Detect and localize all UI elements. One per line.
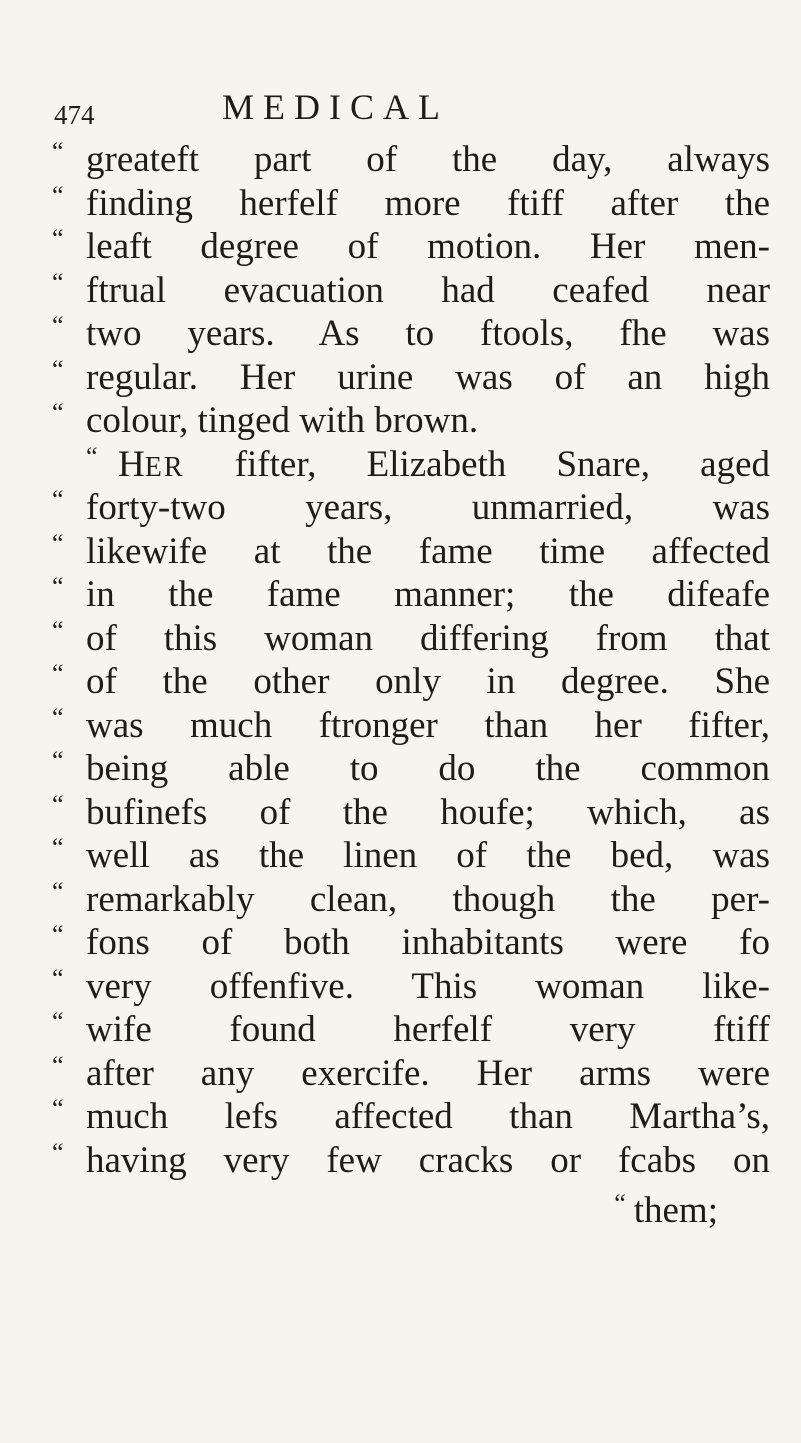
text-line bbox=[52, 269, 770, 313]
line-text: remarkably clean, though the per- bbox=[86, 878, 770, 920]
quote-mark: “ bbox=[52, 485, 64, 514]
text-line bbox=[52, 921, 770, 965]
quote-mark: “ bbox=[52, 659, 64, 688]
catchword-text: them; bbox=[633, 1190, 718, 1231]
line-text: wife found herfelf very ftiff bbox=[86, 1009, 770, 1050]
line-text-rest: fifter, Elizabeth Snare, aged bbox=[234, 443, 771, 485]
text-line bbox=[52, 878, 770, 922]
line-text: bufinefs of the houfe; which, as bbox=[86, 791, 770, 833]
quote-mark: “ bbox=[52, 224, 64, 253]
quote-mark: “ bbox=[52, 180, 64, 210]
quote-mark: “ bbox=[52, 311, 64, 340]
line-text: finding herfelf more ftiff after the bbox=[86, 182, 770, 224]
catchword bbox=[614, 1182, 718, 1231]
text-line-paragraph-end bbox=[52, 399, 770, 443]
quote-mark: “ bbox=[52, 1050, 64, 1080]
text-line bbox=[52, 486, 770, 530]
line-text: in the fame manner; the difeafe bbox=[86, 574, 770, 615]
line-text: colour, tinged with brown. bbox=[86, 400, 479, 441]
text-line bbox=[52, 312, 770, 356]
text-line bbox=[52, 747, 770, 791]
quote-mark: “ bbox=[52, 876, 64, 906]
text-line bbox=[52, 1008, 770, 1052]
body-text bbox=[52, 137, 771, 1231]
quote-mark: “ bbox=[52, 354, 64, 384]
line-text: was much ftronger than her fifter, bbox=[86, 704, 770, 746]
line-text: after any exercife. Her arms were bbox=[86, 1052, 770, 1094]
quote-mark: “ bbox=[52, 528, 64, 558]
text-line bbox=[52, 660, 770, 704]
text-line-paragraph-start bbox=[52, 443, 770, 487]
quote-mark: “ bbox=[52, 137, 64, 166]
line-text: of the other only in degree. She bbox=[86, 661, 770, 702]
text-line bbox=[52, 530, 770, 574]
line-text: much lefs affected than Martha’s, bbox=[86, 1096, 770, 1137]
line-text: being able to do the common bbox=[86, 748, 770, 789]
quote-mark: “ bbox=[52, 789, 64, 819]
text-line bbox=[52, 617, 770, 661]
quote-mark: “ bbox=[52, 746, 64, 775]
line-text: ftrual evacuation had ceafed near bbox=[86, 269, 770, 311]
small-caps-lead: ER bbox=[144, 451, 185, 483]
text-line bbox=[52, 965, 770, 1009]
text-line bbox=[52, 1139, 770, 1183]
line-text bbox=[118, 443, 770, 490]
line-text: likewife at the fame time affected bbox=[86, 530, 770, 572]
quote-mark: “ bbox=[614, 1189, 626, 1218]
drop-letter: H bbox=[118, 443, 145, 485]
text-line bbox=[52, 704, 770, 748]
text-line bbox=[52, 225, 770, 269]
quote-mark: “ bbox=[52, 1007, 64, 1036]
catchword-line bbox=[52, 1182, 770, 1231]
text-line bbox=[52, 791, 770, 835]
quote-mark: “ bbox=[52, 833, 64, 862]
text-line bbox=[52, 138, 770, 182]
text-line bbox=[52, 356, 770, 400]
quote-mark: “ bbox=[86, 441, 98, 471]
line-text: regular. Her urine was of an high bbox=[86, 356, 770, 398]
quote-mark: “ bbox=[52, 1137, 64, 1167]
quote-mark: “ bbox=[52, 920, 64, 949]
page-number: 474 bbox=[54, 100, 95, 130]
line-text: forty-two years, unmarried, was bbox=[86, 487, 770, 528]
quote-mark: “ bbox=[52, 267, 64, 297]
quote-mark: “ bbox=[52, 702, 64, 732]
line-text: well as the linen of the bed, was bbox=[86, 835, 770, 876]
line-text: leaft degree of motion. Her men- bbox=[86, 226, 770, 267]
line-text: very offenfive. This woman like- bbox=[86, 965, 770, 1007]
page-header bbox=[50, 86, 770, 130]
line-text: of this woman differing from that bbox=[86, 617, 770, 659]
line-text: having very few cracks or fcabs on bbox=[86, 1139, 770, 1181]
text-line bbox=[52, 182, 770, 226]
text-line bbox=[52, 1052, 770, 1096]
quote-mark: “ bbox=[52, 963, 64, 993]
line-text: two years. As to ftools, fhe was bbox=[86, 313, 770, 354]
running-title: MEDICAL bbox=[222, 87, 449, 127]
quote-mark: “ bbox=[52, 398, 64, 427]
text-line bbox=[52, 834, 770, 878]
text-line bbox=[52, 1095, 770, 1139]
line-text: fons of both inhabitants were fo bbox=[86, 922, 770, 963]
text-line bbox=[52, 573, 770, 617]
quote-mark: “ bbox=[52, 572, 64, 601]
line-text: greateft part of the day, always bbox=[86, 139, 770, 180]
quote-mark: “ bbox=[52, 615, 64, 645]
quote-mark: “ bbox=[52, 1094, 64, 1123]
